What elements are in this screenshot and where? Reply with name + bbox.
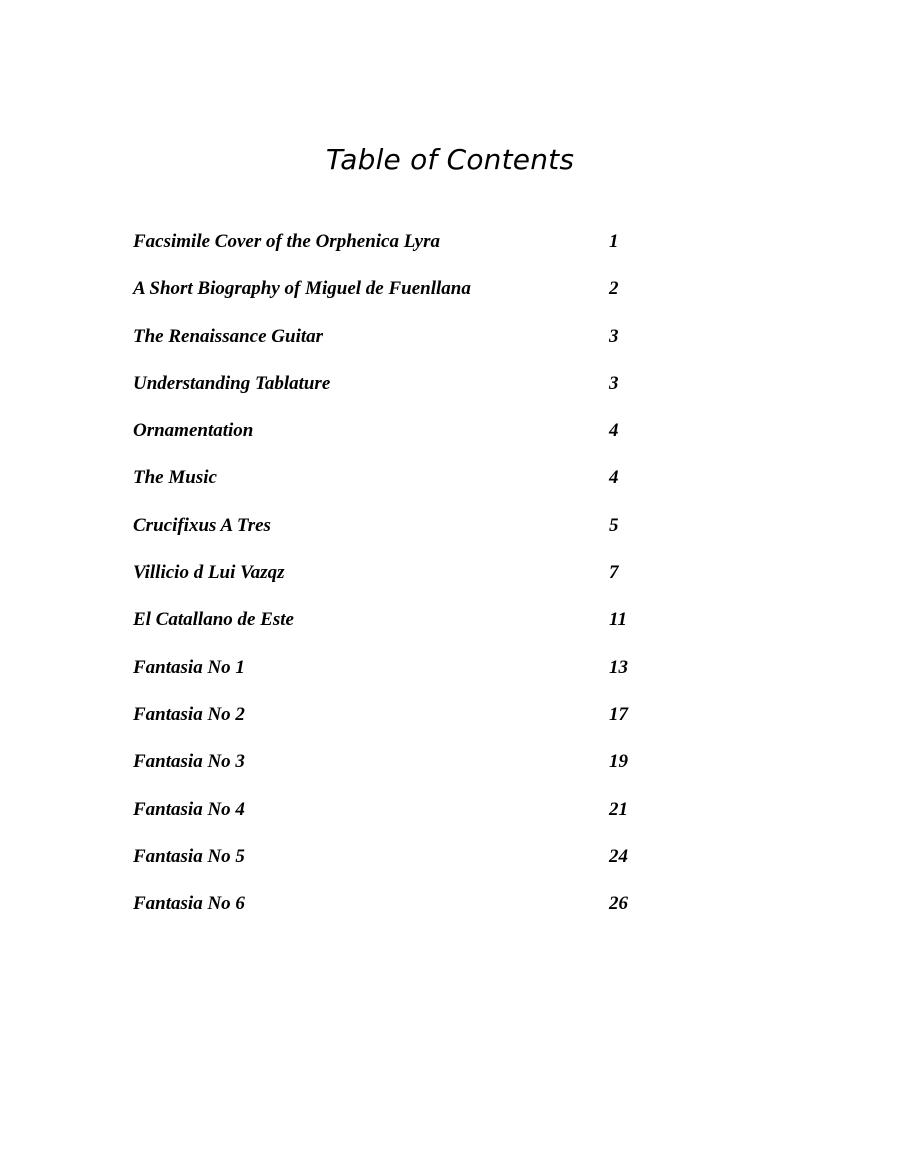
toc-entry-page-number: 3 [609, 372, 619, 394]
toc-entry-page-number: 4 [609, 420, 619, 442]
toc-entry-title: Fantasia No 5 [133, 845, 245, 867]
toc-entry-page-number: 1 [609, 231, 619, 252]
toc-entry-title: Villicio d Lui Vazqz [133, 562, 285, 584]
toc-entry [133, 843, 653, 890]
toc-entry-title: The Renaissance Guitar [133, 325, 324, 347]
toc-entry-title: El Catallano de Este [133, 609, 294, 631]
toc-entry-page-number: 4 [609, 467, 619, 489]
toc-entry-title: Facsimile Cover of the Orphenica Lyra [133, 231, 440, 252]
toc-entry [133, 654, 653, 701]
toc-entry [133, 512, 653, 559]
toc-entry-page-number: 21 [609, 798, 628, 820]
toc-entry-page-number: 11 [609, 609, 627, 631]
toc-entry [133, 370, 653, 417]
toc-entry-page-number: 17 [609, 703, 628, 725]
toc-entry-page-number: 13 [609, 656, 628, 678]
toc-list [133, 228, 653, 937]
toc-entry [133, 890, 653, 937]
toc-entry-page-number: 26 [609, 893, 628, 915]
toc-entry-title: A Short Biography of Miguel de Fuenllana [133, 278, 471, 300]
toc-entry-title: The Music [133, 467, 217, 489]
toc-entry-title: Ornamentation [133, 420, 254, 442]
toc-entry-page-number: 19 [609, 751, 628, 773]
toc-entry-title: Fantasia No 6 [133, 893, 245, 915]
toc-entry [133, 701, 653, 748]
toc-entry-page-number: 3 [609, 325, 619, 347]
toc-entry [133, 796, 653, 843]
toc-entry-page-number: 5 [609, 514, 619, 536]
toc-entry-page-number: 2 [609, 278, 619, 300]
toc-entry-title: Fantasia No 4 [133, 798, 245, 820]
toc-entry [133, 275, 653, 322]
toc-entry-page-number: 7 [609, 562, 619, 584]
page-title: Table of Contents [325, 143, 575, 176]
toc-entry [133, 228, 653, 275]
toc-entry-page-number: 24 [609, 845, 628, 867]
toc-entry-title: Understanding Tablature [133, 372, 331, 394]
toc-entry-title: Fantasia No 2 [133, 703, 245, 725]
toc-entry [133, 417, 653, 464]
toc-entry [133, 464, 653, 511]
toc-entry-title: Fantasia No 1 [133, 656, 245, 678]
toc-entry-title: Fantasia No 3 [133, 751, 245, 773]
toc-entry [133, 559, 653, 606]
toc-entry [133, 748, 653, 795]
toc-entry [133, 606, 653, 653]
toc-entry [133, 323, 653, 370]
toc-entry-title: Crucifixus A Tres [133, 514, 271, 536]
